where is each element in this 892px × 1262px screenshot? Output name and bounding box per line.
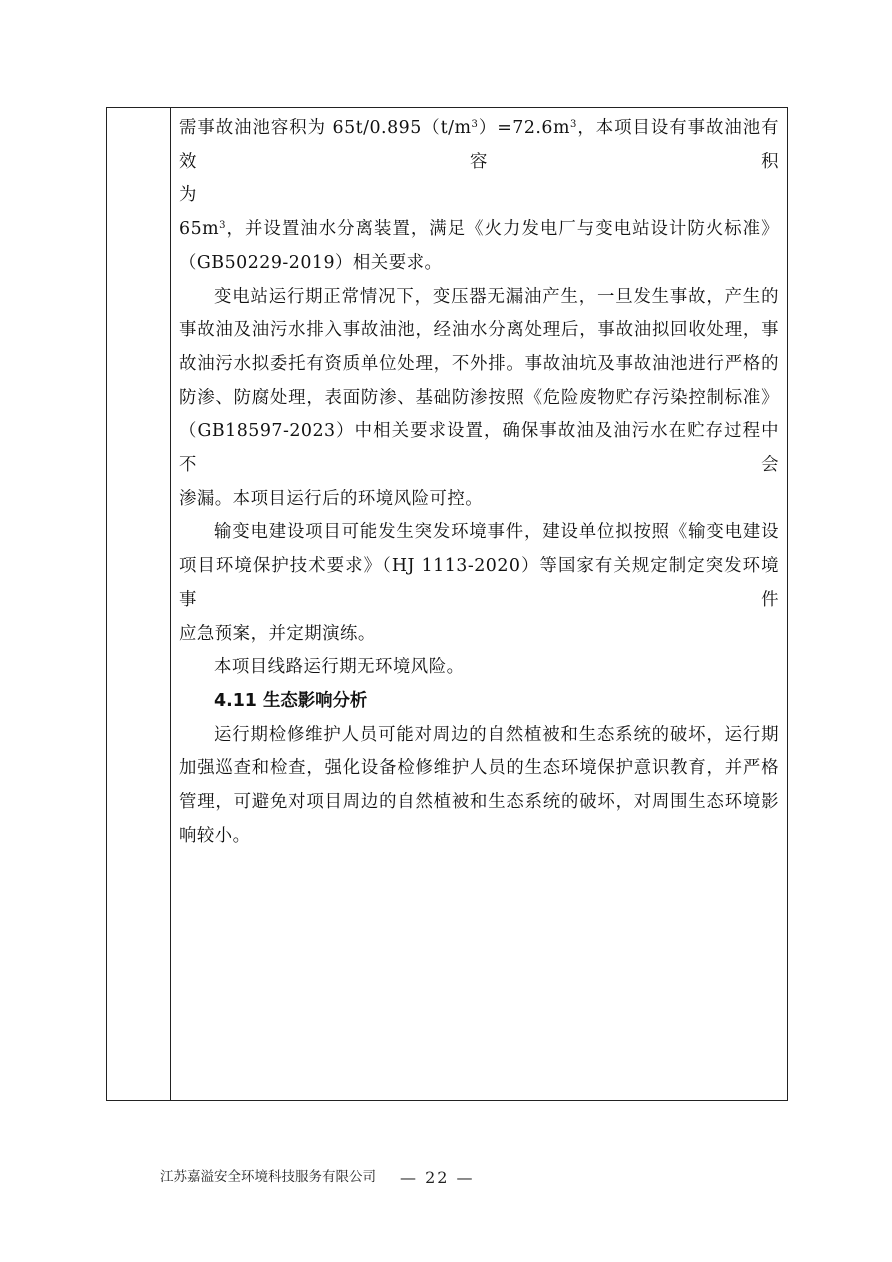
paragraph-line: 运行期检修维护人员可能对周边的自然植被和生态系统的破坏，运行期 [214,724,779,745]
paragraph-line: 需事故油池容积为 $65t/0.895(t/m^3)=72.6m^3$，本项目设有事故油池有效容积 [179,118,779,172]
paragraph-line: 项目环境保护技术要求》（HJ 1113-2020）等国家有关规定制定突发环境事件 [179,556,779,610]
content-table [106,107,788,1101]
paragraph-line: 渗漏。本项目运行后的环境风险可控。 [179,488,484,509]
paragraph-line: 响较小。 [179,825,251,846]
paragraph-line: 为 $65m^3$，并设置油水分离装置，满足《火力发电厂与变电站设计防火标准》 [179,185,779,240]
table-label-column [107,108,171,1100]
footer-company: 江苏嘉溢安全环境科技服务有限公司 [160,1169,376,1185]
paragraph-line: 故油污水拟委托有资质单位处理，不外排。事故油坑及事故油池进行严格的 [179,353,779,374]
paragraph-line: （GB50229-2019）相关要求。 [179,252,443,273]
paragraph-line: 加强巡查和检查，强化设备检修维护人员的生态环境保护意识教育，并严格 [179,758,779,779]
page-number: — 22 — [400,1168,475,1187]
table-content-cell [179,112,779,853]
paragraph-line: 事故油及油污水排入事故油池，经油水分离处理后，事故油拟回收处理，事 [179,320,779,341]
paragraph-line: （GB18597-2023）中相关要求设置，确保事故油及油污水在贮存过程中不会 [179,421,779,476]
paragraph-line: 输变电建设项目可能发生突发环境事件，建设单位拟按照《输变电建设 [214,522,779,543]
section-heading: 4.11 生态影响分析 [214,690,368,711]
paragraph-line: 应急预案，并定期演练。 [179,623,376,644]
paragraph-line: 变电站运行期正常情况下，变压器无漏油产生，一旦发生事故，产生的 [214,286,779,307]
paragraph-line: 防渗、防腐处理，表面防渗、基础防渗按照《危险废物贮存污染控制标准》 [179,387,779,408]
paragraph-line: 本项目线路运行期无环境风险。 [214,657,465,678]
paragraph-line: 管理，可避免对项目周边的自然植被和生态系统的破坏，对周围生态环境影 [179,792,779,813]
